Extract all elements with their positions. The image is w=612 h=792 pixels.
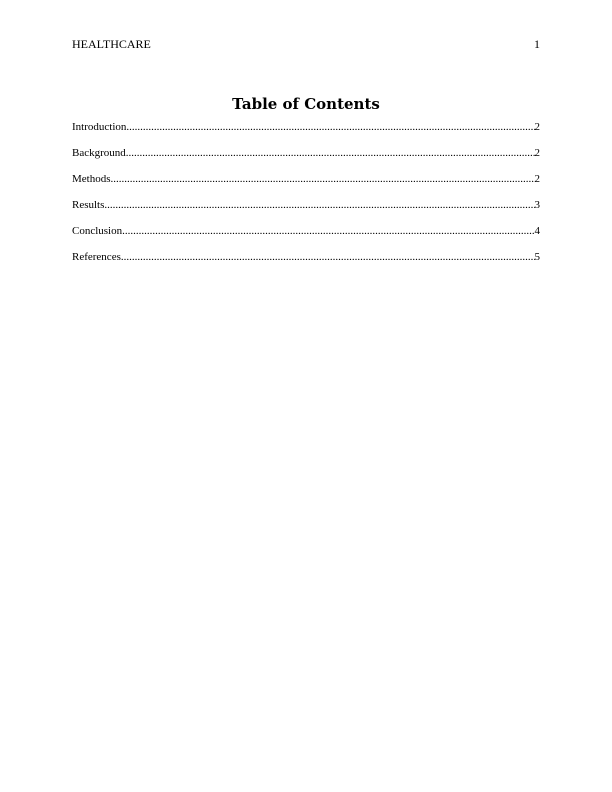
toc-entry-background[interactable] [72,145,540,171]
toc-entry-page: 2 [534,173,540,185]
toc-entry-methods[interactable] [72,171,540,197]
toc-dot-leader [104,197,534,213]
toc-entry-label: References [72,251,121,263]
toc-dot-leader [126,119,534,135]
toc-entry-introduction[interactable] [72,119,540,145]
toc-dot-leader [126,145,535,161]
running-head: HEALTHCARE [72,37,151,51]
toc-entry-page: 5 [534,251,540,263]
toc-dot-leader [122,223,534,239]
toc-entry-page: 4 [534,225,540,237]
page-number: 1 [534,37,540,51]
toc-dot-leader [121,249,535,265]
toc-entry-references[interactable] [72,249,540,275]
toc-list [72,119,540,275]
toc-entry-label: Results [72,199,105,211]
toc-entry-page: 2 [534,121,540,133]
toc-entry-results[interactable] [72,197,540,223]
toc-entry-page: 3 [534,199,540,211]
page-header [72,36,540,52]
toc-dot-leader [111,171,535,187]
toc-entry-label: Introduction [72,121,127,133]
toc-entry-label: Conclusion [72,225,123,237]
toc-title: Table of Contents [232,95,380,113]
toc-entry-conclusion[interactable] [72,223,540,249]
toc-entry-label: Background [72,147,126,159]
toc-entry-label: Methods [72,173,111,185]
toc-entry-page: 2 [534,147,540,159]
